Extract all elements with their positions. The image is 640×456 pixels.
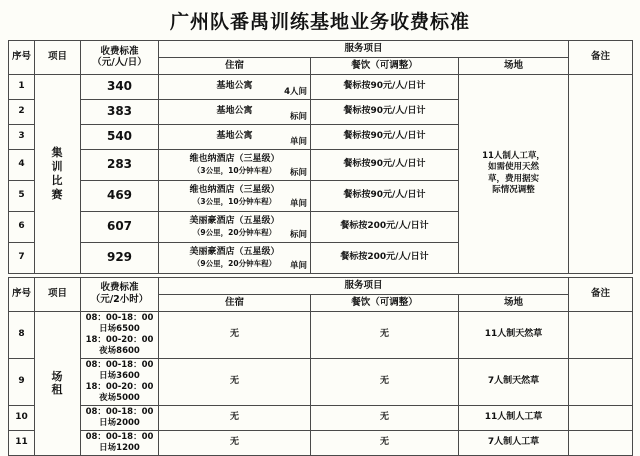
cell-stay (159, 99, 311, 124)
cell-fee: 540 (81, 124, 159, 149)
stay-name: 维也纳酒店（三星级） (189, 154, 280, 165)
header-fee-line2: （元/人/日） (92, 57, 147, 69)
cell-food: 餐标按90元/人/日计 (311, 124, 459, 149)
stay-name: 维也纳酒店（三星级） (189, 185, 280, 196)
table-row (9, 74, 633, 99)
cell-fee: 469 (81, 180, 159, 211)
cell-stay (159, 211, 311, 242)
cell-seq: 6 (9, 211, 35, 242)
stay-distance: （3公里，10分钟车程） (192, 165, 277, 175)
cell-stay (159, 149, 311, 180)
fee-line: 夜场8600 (99, 345, 140, 356)
cell-stay: 无 (159, 430, 311, 455)
cell-remark (569, 405, 633, 430)
stay-room-type: 单间 (289, 137, 307, 148)
cell-food: 餐标按90元/人/日计 (311, 180, 459, 211)
fee-line: 18：00-20：00 (85, 334, 154, 345)
header-remark: 备注 (569, 41, 633, 75)
cell-food: 餐标按200元/人/日计 (311, 242, 459, 273)
header-fee-line2: （元/2小时） (90, 294, 149, 306)
cell-fee (81, 405, 159, 430)
stay-room-type: 4人间 (284, 87, 307, 98)
header-service-group: 服务项目 (159, 277, 569, 294)
cell-stay: 无 (159, 358, 311, 405)
cell-food: 餐标按200元/人/日计 (311, 211, 459, 242)
fee-line: 18：00-20：00 (85, 381, 154, 392)
stay-room-type: 标间 (289, 112, 307, 123)
header-food: 餐饮（可调整） (311, 294, 459, 311)
fee-line: 日场1200 (99, 443, 140, 454)
cell-fee: 283 (81, 149, 159, 180)
table-row (9, 311, 633, 358)
cell-seq: 4 (9, 149, 35, 180)
cell-stay (159, 74, 311, 99)
fee-line: 日场3600 (99, 370, 140, 381)
stay-name: 基地公寓 (216, 131, 253, 142)
stay-distance: （3公里，10分钟车程） (192, 196, 277, 206)
cell-food: 餐标按90元/人/日计 (311, 149, 459, 180)
cell-fee: 607 (81, 211, 159, 242)
cell-fee: 929 (81, 242, 159, 273)
cell-remark (569, 358, 633, 405)
stay-room-type: 标间 (289, 168, 307, 179)
cell-seq: 7 (9, 242, 35, 273)
stay-distance: （9公里，20分钟车程） (192, 258, 277, 268)
header-fee (81, 277, 159, 311)
cell-fee (81, 311, 159, 358)
table-row (9, 358, 633, 405)
cell-seq: 9 (9, 358, 35, 405)
stay-name: 美丽豪酒店（五星级） (189, 216, 280, 227)
header-fee (81, 41, 159, 75)
cell-site: 7人制天然草 (459, 358, 569, 405)
cell-site: 11人制天然草 (459, 311, 569, 358)
cell-seq: 8 (9, 311, 35, 358)
cell-fee: 383 (81, 99, 159, 124)
fee-table-field-rental (8, 277, 633, 456)
cell-seq: 10 (9, 405, 35, 430)
header-item: 项目 (35, 41, 81, 75)
table-header-row-top (9, 41, 633, 58)
header-site: 场地 (459, 57, 569, 74)
cell-seq: 2 (9, 99, 35, 124)
cell-stay: 无 (159, 405, 311, 430)
header-stay: 住宿 (159, 294, 311, 311)
header-seq: 序号 (9, 277, 35, 311)
fee-line: 08：00-18：00 (85, 359, 154, 370)
cell-stay (159, 124, 311, 149)
cell-fee (81, 358, 159, 405)
cell-food: 无 (311, 311, 459, 358)
cell-seq: 5 (9, 180, 35, 211)
stay-distance: （9公里，20分钟车程） (192, 227, 277, 237)
cell-group-label: 集 训 比 赛 (35, 74, 81, 273)
stay-name: 基地公寓 (216, 106, 253, 117)
header-item: 项目 (35, 277, 81, 311)
cell-food: 无 (311, 430, 459, 455)
cell-food: 无 (311, 405, 459, 430)
table-row (9, 405, 633, 430)
stay-name: 基地公寓 (216, 81, 253, 92)
fee-line: 日场6500 (99, 323, 140, 334)
stay-room-type: 单间 (289, 199, 307, 210)
cell-site-note: 11人制人工草， 如需使用天然 草，费用据实 际情况调整 (459, 74, 569, 273)
fee-line: 日场2000 (99, 417, 140, 428)
table-row (9, 430, 633, 455)
stay-name: 美丽豪酒店（五星级） (189, 247, 280, 258)
cell-remark (569, 74, 633, 273)
header-remark: 备注 (569, 277, 633, 311)
cell-site: 7人制人工草 (459, 430, 569, 455)
fee-line: 08：00-18：00 (85, 431, 154, 442)
cell-stay (159, 242, 311, 273)
fee-line: 08：00-18：00 (85, 312, 154, 323)
fee-table-training (8, 40, 633, 274)
cell-site: 11人制人工草 (459, 405, 569, 430)
cell-fee: 340 (81, 74, 159, 99)
header-seq: 序号 (9, 41, 35, 75)
header-service-group: 服务项目 (159, 41, 569, 58)
table2-header-row-top (9, 277, 633, 294)
cell-remark (569, 430, 633, 455)
header-site: 场地 (459, 294, 569, 311)
cell-stay (159, 180, 311, 211)
cell-food: 餐标按90元/人/日计 (311, 99, 459, 124)
header-food: 餐饮（可调整） (311, 57, 459, 74)
stay-room-type: 标间 (289, 230, 307, 241)
cell-food: 无 (311, 358, 459, 405)
cell-stay: 无 (159, 311, 311, 358)
cell-seq: 11 (9, 430, 35, 455)
cell-fee (81, 430, 159, 455)
fee-line: 08：00-18：00 (85, 406, 154, 417)
cell-remark (569, 311, 633, 358)
cell-group-label: 场 租 (35, 311, 81, 456)
fee-line: 夜场5000 (99, 392, 140, 403)
cell-seq: 1 (9, 74, 35, 99)
cell-food: 餐标按90元/人/日计 (311, 74, 459, 99)
header-fee-line1: 收费标准 (100, 282, 139, 294)
cell-seq: 3 (9, 124, 35, 149)
page-title: 广州队番禺训练基地业务收费标准 (169, 11, 470, 33)
header-fee-line1: 收费标准 (100, 45, 139, 57)
stay-room-type: 单间 (289, 261, 307, 272)
header-stay: 住宿 (159, 57, 311, 74)
